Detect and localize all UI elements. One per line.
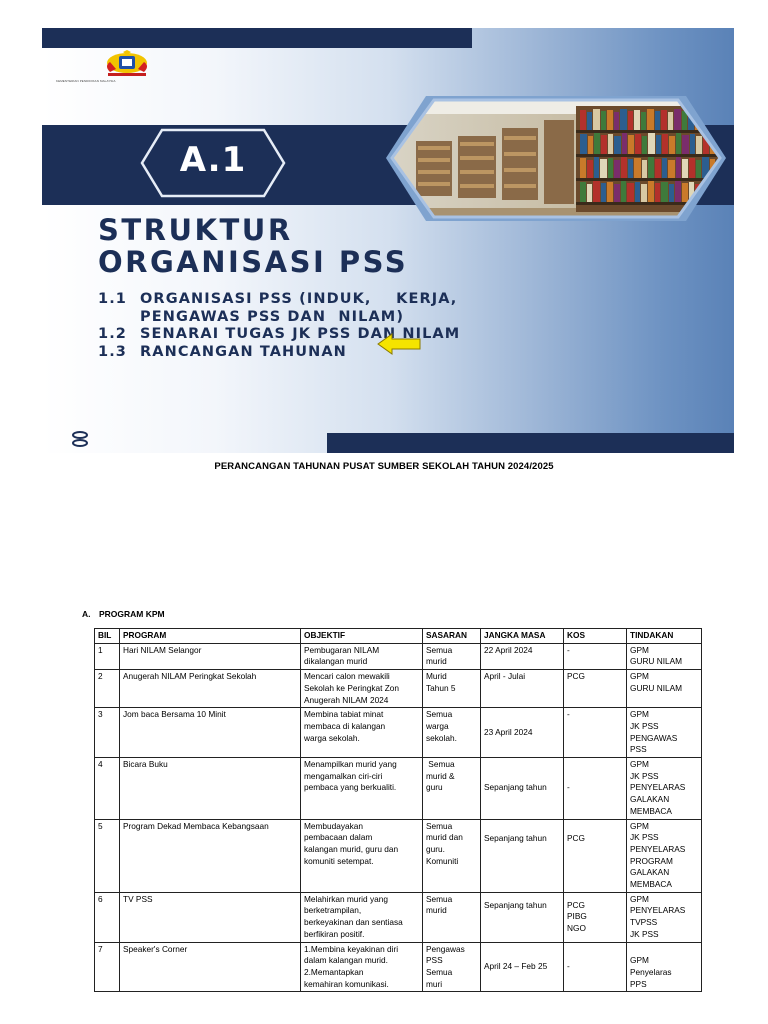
cell-line: Bicara Buku xyxy=(123,759,168,770)
library-bookshelf-photo xyxy=(386,96,726,221)
cell-bil: 4 xyxy=(95,758,120,820)
table-row xyxy=(95,643,702,669)
cell-line: murid xyxy=(426,905,447,916)
cell-line: TVPSS xyxy=(630,917,658,928)
cell-line: Sekolah ke Peringkat Zon xyxy=(304,682,400,693)
cell-objektif xyxy=(301,708,423,758)
cell-objektif xyxy=(301,643,423,669)
cell-kos xyxy=(564,708,627,758)
table-row xyxy=(95,708,702,758)
cover-title-line: ORGANISASI PSS xyxy=(98,245,409,279)
cell-tindakan xyxy=(627,670,702,708)
cell-bil: 3 xyxy=(95,708,120,758)
cell-sasaran xyxy=(423,758,481,820)
cell-line xyxy=(630,944,698,956)
cell-line: murid & xyxy=(426,770,455,781)
cell-program xyxy=(120,758,301,820)
cell-line: Semua xyxy=(426,966,453,977)
cover-title-line: STRUKTUR xyxy=(98,213,293,247)
cell-line: warga sekolah. xyxy=(304,732,360,743)
item-text: ORGANISASI PSS (INDUK, KERJA, xyxy=(140,291,458,307)
cell-sasaran xyxy=(423,708,481,758)
section-label: PROGRAM KPM xyxy=(99,609,165,619)
cell-objektif xyxy=(301,819,423,892)
cell-line: GURU NILAM xyxy=(630,682,683,693)
cover-bottom-bar xyxy=(327,433,734,453)
cell-tindakan xyxy=(627,892,702,942)
header-objektif: OBJEKTIF xyxy=(301,629,423,644)
table-row xyxy=(95,758,702,820)
cell-line: TV PSS xyxy=(123,893,153,904)
cell-objektif xyxy=(301,670,423,708)
header-kos: KOS xyxy=(564,629,627,644)
cell-line: kalangan murid, guru dan xyxy=(304,843,399,854)
cell-kos xyxy=(564,892,627,942)
cell-line: Semua xyxy=(426,644,453,655)
cell-line: PCG xyxy=(567,899,585,910)
cell-line: warga xyxy=(426,720,449,731)
cell-line: pembaca yang berkualiti. xyxy=(304,782,397,793)
cell-jangka-masa: Sepanjang tahun xyxy=(481,892,564,942)
cell-line: berkeyakinan dan sentiasa xyxy=(304,917,403,928)
cell-program xyxy=(120,819,301,892)
cell-kos xyxy=(564,942,627,992)
cell-line: NGO xyxy=(567,923,586,934)
program-table xyxy=(94,628,702,992)
cell-line: GALAKAN xyxy=(630,794,670,805)
cell-line: pembacaan dalam xyxy=(304,832,373,843)
cell-line: GPM xyxy=(630,759,649,770)
cell-line: Tahun 5 xyxy=(426,682,456,693)
cell-sasaran xyxy=(423,819,481,892)
cell-line: Semua xyxy=(426,893,453,904)
cell-jangka-masa: 22 April 2024 xyxy=(481,643,564,669)
cover-title xyxy=(98,214,718,278)
cell-line: mengamalkan ciri-ciri xyxy=(304,770,383,781)
cell-jangka-masa: April - Julai xyxy=(481,670,564,708)
cell-program xyxy=(120,942,301,992)
header-bil: BIL xyxy=(95,629,120,644)
cell-line: Mencari calon mewakili xyxy=(304,671,390,682)
cell-line: PSS xyxy=(630,744,647,755)
cell-line: GPM xyxy=(630,955,649,966)
cell-line: JK PSS xyxy=(630,720,659,731)
cell-line: PENYELARAS xyxy=(630,782,686,793)
cover-list-item-continued xyxy=(98,309,718,327)
cell-sasaran xyxy=(423,942,481,992)
scroll-icon xyxy=(71,431,89,447)
item-text: PENGAWAS PSS DAN NILAM) xyxy=(140,308,405,325)
cover-top-bar xyxy=(42,28,472,48)
cell-program xyxy=(120,892,301,942)
cell-line: murid dan xyxy=(426,832,463,843)
cell-line: berfikiran positif. xyxy=(304,928,365,939)
cell-line: PPS xyxy=(630,978,647,989)
cell-line: GPM xyxy=(630,893,649,904)
cell-line: Anugerah NILAM 2024 xyxy=(304,694,389,705)
cell-line: JK PSS xyxy=(630,832,659,843)
cell-line: Penyelaras xyxy=(630,966,672,977)
cell-line: Semua xyxy=(426,820,453,831)
table-row xyxy=(95,819,702,892)
cell-line: GPM xyxy=(630,671,649,682)
cell-line: PIBG xyxy=(567,911,587,922)
cell-line: JK PSS xyxy=(630,770,659,781)
item-text: RANCANGAN TAHUNAN xyxy=(140,343,347,360)
cell-bil: 2 xyxy=(95,670,120,708)
cell-line: kemahiran komunikasi. xyxy=(304,978,389,989)
cell-line: GALAKAN xyxy=(630,867,670,878)
cell-line: GURU NILAM xyxy=(630,656,683,667)
section-heading xyxy=(82,609,165,619)
cell-line: PENYELARAS xyxy=(630,843,686,854)
cell-jangka-masa: April 24 – Feb 25 xyxy=(481,942,564,992)
pointer-arrow-icon xyxy=(376,333,422,355)
cell-line: 1.Membina keyakinan diri xyxy=(304,943,399,954)
cell-line: - xyxy=(567,961,570,972)
cell-line: murid xyxy=(426,656,447,667)
cell-sasaran xyxy=(423,643,481,669)
cell-line: GPM xyxy=(630,709,649,720)
cell-line: berketrampilan, xyxy=(304,905,362,916)
cell-line: PENYELARAS xyxy=(630,905,686,916)
cell-line: PCG xyxy=(567,671,585,682)
item-number: 1.1 xyxy=(98,291,127,307)
cell-line: Hari NILAM Selangor xyxy=(123,644,202,655)
section-label: A.1 xyxy=(179,140,247,180)
section-letter: A. xyxy=(82,609,91,619)
cell-line: PROGRAM xyxy=(630,855,673,866)
cell-line: Program Dekad Membaca Kebangsaan xyxy=(123,820,269,831)
cell-kos xyxy=(564,819,627,892)
cell-tindakan xyxy=(627,819,702,892)
cell-program xyxy=(120,643,301,669)
document-title: PERANCANGAN TAHUNAN PUSAT SUMBER SEKOLAH TAHUN 2024/2025 xyxy=(214,461,554,472)
cell-bil: 5 xyxy=(95,819,120,892)
cell-line: Speaker's Corner xyxy=(123,943,188,954)
cell-line: MEMBACA xyxy=(630,805,672,816)
cell-objektif xyxy=(301,758,423,820)
header-program: PROGRAM xyxy=(120,629,301,644)
cell-tindakan xyxy=(627,708,702,758)
cell-line: - xyxy=(567,782,570,793)
table-header-row xyxy=(95,629,702,644)
cell-line: komuniti setempat. xyxy=(304,855,374,866)
cell-jangka-masa: Sepanjang tahun xyxy=(481,819,564,892)
cell-line: - xyxy=(567,644,570,655)
cell-sasaran xyxy=(423,892,481,942)
cell-line: membaca di kalangan xyxy=(304,720,386,731)
cell-line: muri xyxy=(426,978,443,989)
cell-bil: 1 xyxy=(95,643,120,669)
cell-line: Jom baca Bersama 10 Minit xyxy=(123,709,226,720)
table-row xyxy=(95,670,702,708)
item-number: 1.2 xyxy=(98,326,127,342)
cell-line: JK PSS xyxy=(630,928,659,939)
cell-tindakan xyxy=(627,758,702,820)
cell-line: dikalangan murid xyxy=(304,656,368,667)
cell-line: Melahirkan murid yang xyxy=(304,893,388,904)
cell-kos xyxy=(564,670,627,708)
item-text: SENARAI TUGAS JK PSS DAN NILAM xyxy=(140,326,461,342)
cover-banner xyxy=(42,28,734,453)
cell-line: GPM xyxy=(630,820,649,831)
cell-line: Semua xyxy=(426,759,455,770)
cover-list-item xyxy=(98,291,718,309)
table-row xyxy=(95,892,702,942)
cell-kos xyxy=(564,758,627,820)
cell-jangka-masa: 23 April 2024 xyxy=(481,708,564,758)
cell-line: PSS xyxy=(426,955,443,966)
cell-line: 2.Memantapkan xyxy=(304,966,364,977)
logo-caption: KEMENTERIAN PENDIDIKAN MALAYSIA xyxy=(56,79,116,83)
cell-line: MEMBACA xyxy=(630,879,672,890)
cell-kos xyxy=(564,643,627,669)
cell-line: sekolah. xyxy=(426,732,457,743)
cell-line: - xyxy=(567,709,570,720)
cell-bil: 7 xyxy=(95,942,120,992)
cell-line: GPM xyxy=(630,644,649,655)
cell-sasaran xyxy=(423,670,481,708)
cell-line: Membudayakan xyxy=(304,820,364,831)
cell-program xyxy=(120,708,301,758)
cell-line: Menampilkan murid yang xyxy=(304,759,397,770)
cell-line: PENGAWAS xyxy=(630,732,678,743)
header-jangka-masa: JANGKA MASA xyxy=(481,629,564,644)
cell-tindakan xyxy=(627,643,702,669)
header-tindakan: TINDAKAN xyxy=(627,629,702,644)
cell-objektif xyxy=(301,942,423,992)
cell-line: Anugerah NILAM Peringkat Sekolah xyxy=(123,671,257,682)
header-sasaran: SASARAN xyxy=(423,629,481,644)
cell-line: dalam kalangan murid. xyxy=(304,955,388,966)
cell-line: Pengawas xyxy=(426,943,465,954)
cell-line: guru. xyxy=(426,843,445,854)
cell-line: Pembugaran NILAM xyxy=(304,644,380,655)
cell-objektif xyxy=(301,892,423,942)
cell-line: Membina tabiat minat xyxy=(304,709,384,720)
cell-tindakan xyxy=(627,942,702,992)
cell-line: Murid xyxy=(426,671,447,682)
cell-program xyxy=(120,670,301,708)
cell-line: Semua xyxy=(426,709,453,720)
cell-line: PCG xyxy=(567,832,585,843)
item-number: 1.3 xyxy=(98,343,127,360)
cell-bil: 6 xyxy=(95,892,120,942)
cell-line: guru xyxy=(426,782,443,793)
cell-jangka-masa: Sepanjang tahun xyxy=(481,758,564,820)
cell-line: Komuniti xyxy=(426,855,459,866)
table-row xyxy=(95,942,702,992)
